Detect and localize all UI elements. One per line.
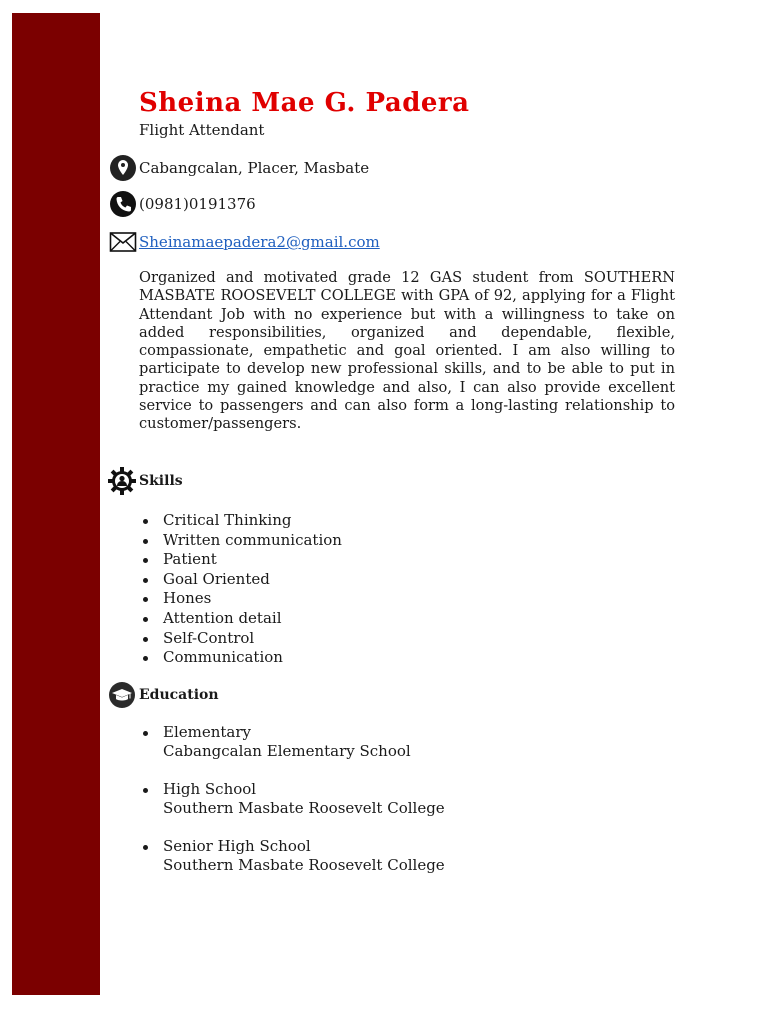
education-level: High School bbox=[163, 780, 257, 798]
skill-item: Written communication bbox=[139, 531, 342, 551]
education-level: Senior High School bbox=[163, 837, 311, 855]
education-school: Southern Masbate Roosevelt College bbox=[163, 799, 445, 817]
contact-phone bbox=[108, 189, 256, 219]
education-item bbox=[139, 723, 445, 761]
contact-address bbox=[108, 153, 369, 183]
email-link[interactable]: Sheinamaepadera2@gmail.com bbox=[139, 233, 380, 251]
gear-person-icon bbox=[106, 465, 138, 497]
skill-item: Communication bbox=[139, 648, 342, 668]
skills-heading bbox=[106, 465, 183, 497]
address-text: Cabangcalan, Placer, Masbate bbox=[139, 159, 370, 177]
skill-item: Critical Thinking bbox=[139, 511, 342, 531]
envelope-icon bbox=[108, 227, 138, 257]
skill-item: Self-Control bbox=[139, 629, 342, 649]
summary-paragraph: Organized and motivated grade 12 GAS student from SOUTHERN MASBATE ROOSEVELT COLLEGE with GPA of 92, applying for a Flight Attendant Job with no experience but with a willingness to take on added responsibilities, organized and dependable, flexible, compassionate, empathetic and goal oriented. I am also willing to participate to develop new professional skills, and to be able to put in practice my gained knowledge and also, I can also provide excellent service to passengers and can also form a long-lasting relationship to customer/passengers. bbox=[139, 269, 675, 433]
skill-item: Hones bbox=[139, 589, 342, 609]
skill-item: Patient bbox=[139, 550, 342, 570]
job-title: Flight Attendant bbox=[139, 121, 265, 139]
education-item bbox=[139, 780, 445, 818]
education-level: Elementary bbox=[163, 723, 252, 741]
applicant-name: Sheina Mae G. Padera bbox=[139, 88, 470, 118]
skill-item: Goal Oriented bbox=[139, 570, 342, 590]
education-heading bbox=[106, 679, 219, 711]
phone-text: (0981)0191376 bbox=[139, 195, 256, 213]
graduation-cap-icon bbox=[106, 679, 138, 711]
phone-icon bbox=[108, 189, 138, 219]
education-item bbox=[139, 837, 445, 875]
education-school: Southern Masbate Roosevelt College bbox=[163, 856, 445, 874]
education-list bbox=[139, 723, 445, 894]
skills-heading-label: Skills bbox=[139, 473, 183, 489]
sidebar-bar bbox=[12, 13, 100, 995]
skills-list bbox=[139, 511, 342, 668]
education-school: Cabangcalan Elementary School bbox=[163, 742, 411, 760]
location-pin-icon bbox=[108, 153, 138, 183]
education-heading-label: Education bbox=[139, 687, 219, 703]
skill-item: Attention detail bbox=[139, 609, 342, 629]
contact-email bbox=[108, 227, 380, 257]
